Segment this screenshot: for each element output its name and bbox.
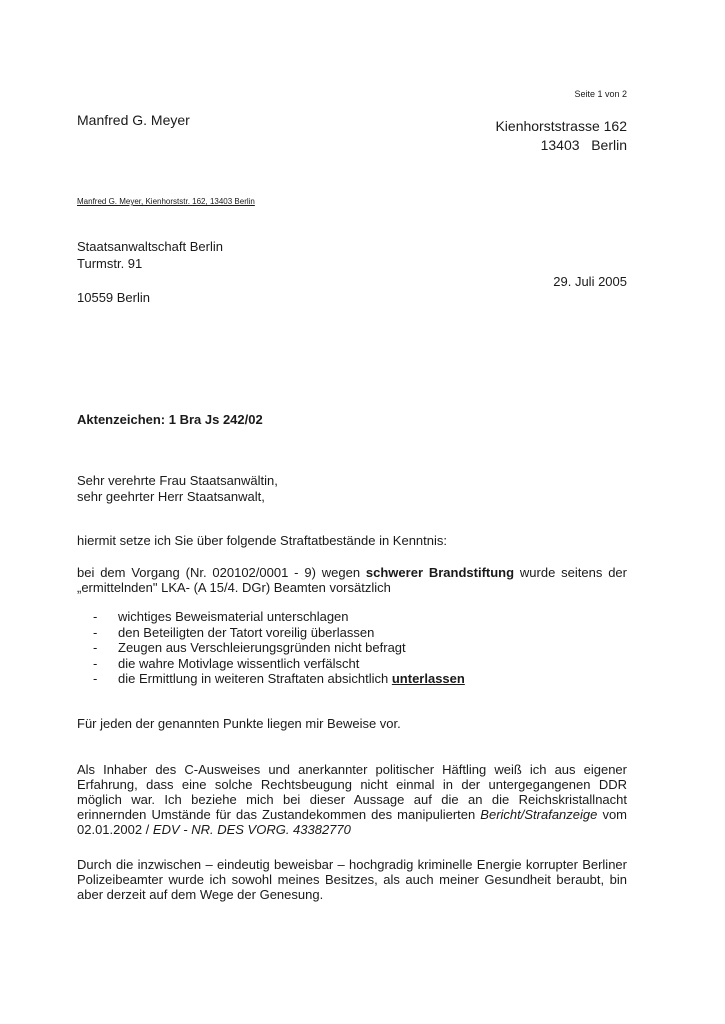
paragraph-consequences: Durch die inzwischen – eindeutig beweisbar – hochgradig kriminelle Energie korrupter Berliner Polizeibeamter wurde ich sowohl meines Besitzes, als auch meiner Gesundheit beraubt, bin aber derzeit auf dem Wege der Genesung.: [77, 857, 627, 902]
recipient-line2: Turmstr. 91: [77, 256, 143, 271]
recipient-address: [77, 238, 223, 306]
evidence-statement: Für jeden der genannten Punkte liegen mir Beweise vor.: [77, 716, 401, 731]
para1-text: Als Inhaber des C-Ausweises und anerkannter politischer Häftling weiß ich aus eigener Erfahrung, dass eine solche Rechtsbeugung nicht einmal in der untergegangenen DDR möglich war. Ich beziehe mich bei dieser Aussage auf die an die Reichskristallnacht erinnernden Umstände für das Zustandekommen des manipulierten: [77, 762, 627, 822]
salutation: [77, 473, 278, 505]
sender-address: [495, 117, 627, 155]
vorgang-bold: schwerer Brandstiftung: [365, 565, 515, 580]
vorgang-after: wurde seitens der „ermittelnden" LKA- (A 15/4. DGr) Beamten vorsätzlich: [77, 565, 627, 595]
recipient-line1: Staatsanwaltschaft Berlin: [77, 239, 223, 254]
list-item: - Zeugen aus Verschleierungsgründen nicht befragt: [93, 640, 465, 656]
vorgang-before: bei dem Vorgang (Nr. 020102/0001 - 9) wegen: [77, 565, 366, 580]
list-item: - wichtiges Beweismaterial unterschlagen: [93, 609, 465, 625]
salutation-line1: Sehr verehrte Frau Staatsanwältin,: [77, 473, 278, 488]
list-item: [93, 671, 465, 687]
vorgang-paragraph: [77, 565, 627, 595]
sender-name: Manfred G. Meyer: [77, 112, 190, 128]
para1-italic2: EDV - NR. DES VORG. 43382770: [152, 822, 351, 837]
recipient-line3: 10559 Berlin: [77, 290, 150, 305]
reference-number: Aktenzeichen: 1 Bra Js 242/02: [77, 412, 263, 427]
salutation-line2: sehr geehrter Herr Staatsanwalt,: [77, 489, 265, 504]
list-last-emph: unterlassen: [391, 671, 465, 686]
list-item: - den Beteiligten der Tatort voreilig überlassen: [93, 625, 465, 641]
sender-city: 13403 Berlin: [540, 137, 627, 153]
return-address-line: Manfred G. Meyer, Kienhorststr. 162, 13403 Berlin: [77, 197, 255, 206]
list-item: - die wahre Motivlage wissentlich verfälscht: [93, 656, 465, 672]
list-last-before: die Ermittlung in weiteren Straftaten absichtlich: [118, 671, 392, 686]
offense-list: [93, 609, 465, 687]
letter-date: 29. Juli 2005: [553, 274, 627, 289]
para1-italic1: Bericht/Strafanzeige: [480, 807, 598, 822]
paragraph-experience: [77, 762, 627, 837]
intro-paragraph: hiermit setze ich Sie über folgende Straftatbestände in Kenntnis:: [77, 533, 447, 548]
para1-middle: vom 02.01.2002 /: [77, 807, 628, 837]
sender-street: Kienhorststrasse 162: [495, 118, 627, 134]
page-number: Seite 1 von 2: [574, 89, 627, 99]
